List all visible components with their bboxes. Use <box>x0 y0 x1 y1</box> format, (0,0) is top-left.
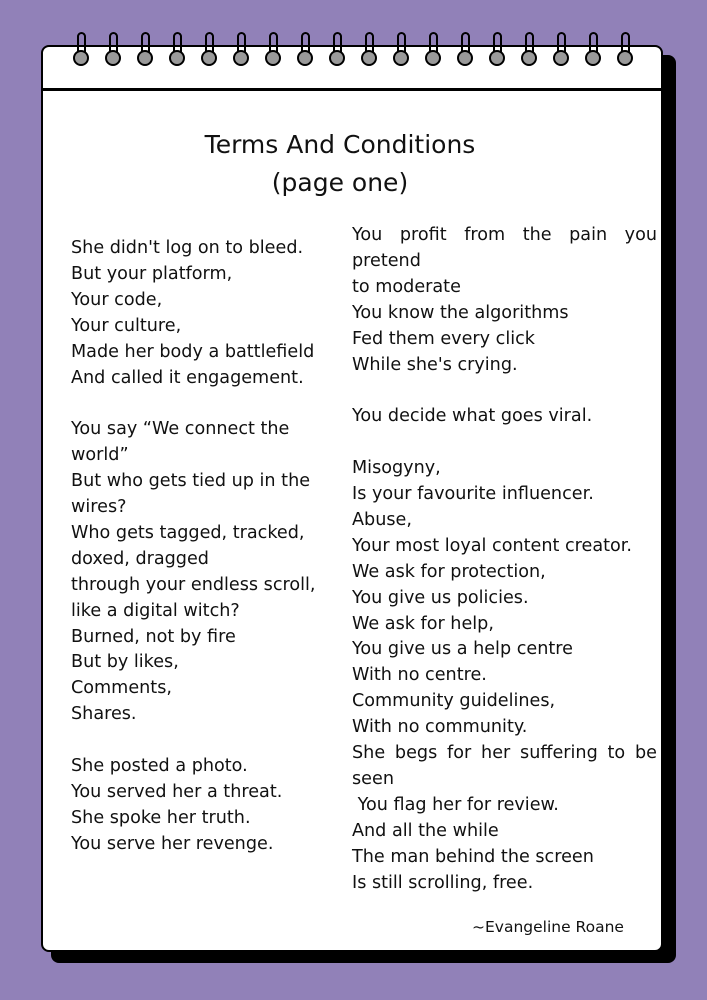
poem-line: seen <box>352 769 394 789</box>
poem-line: But who gets tied up in the <box>71 471 311 492</box>
poem-line: Abuse, <box>352 509 412 530</box>
poem-line: While she's crying. <box>352 354 518 375</box>
poem-line: pretend <box>352 250 421 271</box>
poem-line: She didn't log on to bleed. <box>71 238 304 258</box>
poem-line: But by likes, <box>71 652 179 673</box>
poem-line: You say “We connect the <box>71 419 290 440</box>
binding-line <box>43 88 661 91</box>
poem-line: to moderate <box>352 276 461 297</box>
poem-line: But your platform, <box>71 263 233 284</box>
poem-line: Your culture, <box>71 315 182 336</box>
poem-line: wires? <box>71 497 127 518</box>
poem-line: world” <box>71 445 129 466</box>
poem-line: You served her a threat. <box>71 782 283 802</box>
poem-line: Fed them every click <box>352 328 535 349</box>
poem-line: You flag her for review. <box>352 794 559 815</box>
poem-line: doxed, dragged <box>71 548 209 569</box>
poem-line: Shares. <box>71 704 137 725</box>
poem-line: Is still scrolling, free. <box>352 872 534 893</box>
poem-line: Your most loyal content creator. <box>352 535 632 556</box>
poem-line: like a digital witch? <box>71 600 240 621</box>
poem-line: The man behind the screen <box>352 846 594 867</box>
poem-line: through your endless scroll, <box>71 574 316 595</box>
poem-line: And all the while <box>352 820 499 841</box>
poem-line: Burned, not by fire <box>71 626 236 647</box>
poem-right-column <box>352 223 657 897</box>
poem-line: You give us policies. <box>352 587 529 608</box>
page-subtitle: (page one) <box>271 168 409 197</box>
poem-line: Is your favourite influencer. <box>352 484 594 505</box>
poem-line: Your code, <box>71 289 163 310</box>
poem-line: Misogyny, <box>352 458 441 479</box>
poem-line: She begs for her suffering to be <box>352 743 657 764</box>
poem-line: You profit from the pain you <box>352 225 657 245</box>
poem-line: You know the algorithms <box>352 302 569 323</box>
poem-line: Comments, <box>71 678 172 699</box>
poem-line: She posted a photo. <box>71 756 248 777</box>
poem-line: With no centre. <box>352 665 487 686</box>
poem-left-column <box>71 236 336 858</box>
page-title: Terms And Conditions <box>204 130 476 159</box>
poem-line: Made her body a battlefield <box>71 341 315 362</box>
poem-line: You decide what goes viral. <box>352 406 593 427</box>
poem-line: And called it engagement. <box>71 367 304 388</box>
poem-line: You give us a help centre <box>352 639 573 660</box>
poem-line: We ask for help, <box>352 613 494 634</box>
poem-line: Community guidelines, <box>352 691 556 712</box>
poem-line: You serve her revenge. <box>71 833 274 854</box>
poem-line: We ask for protection, <box>352 561 546 582</box>
poem-line: With no community. <box>352 717 528 738</box>
poem-line: Who gets tagged, tracked, <box>71 522 305 543</box>
poem-line: She spoke her truth. <box>71 807 251 828</box>
author-signature: ~Evangeline Roane <box>472 918 624 936</box>
